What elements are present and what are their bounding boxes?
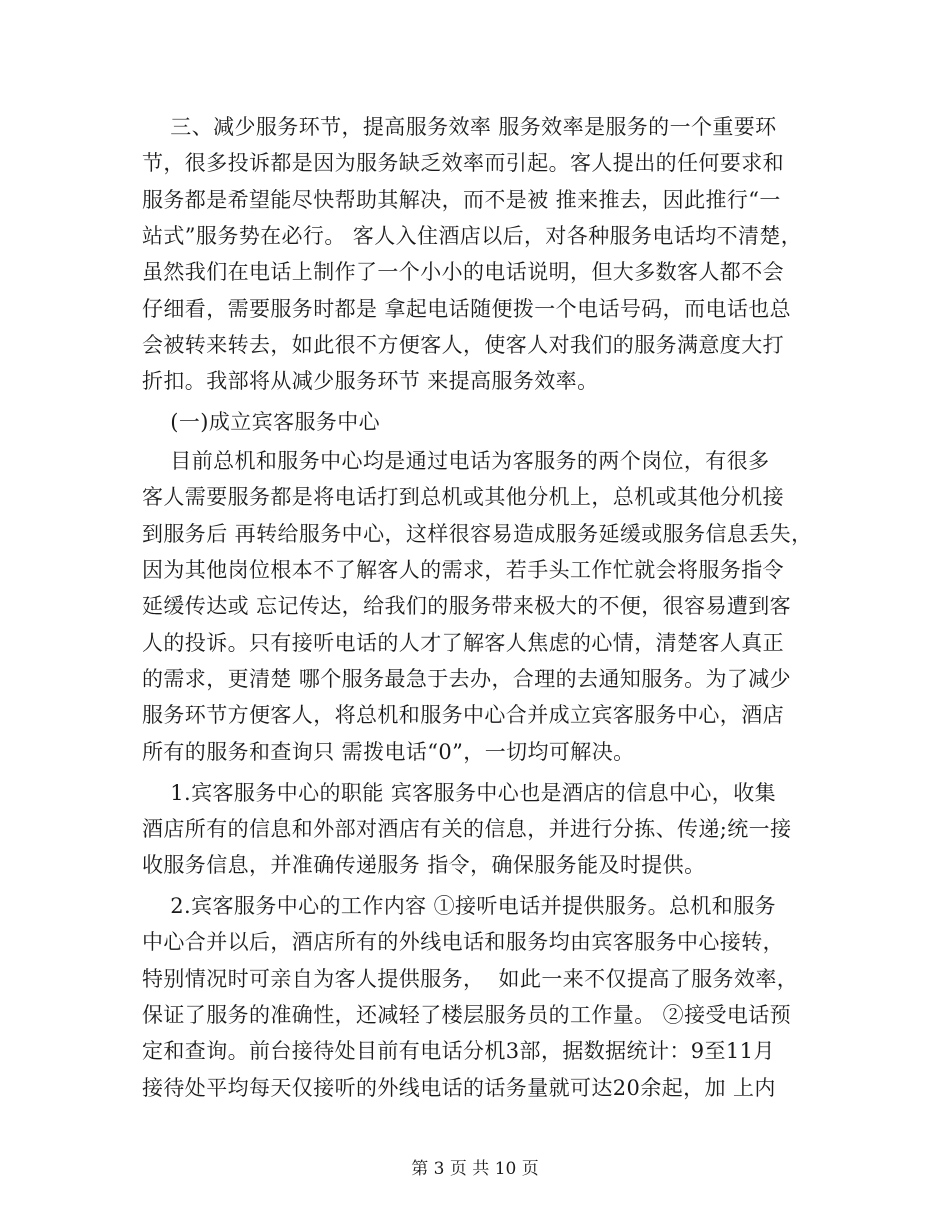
page-number: 第 3 页 共 10 页 bbox=[411, 1159, 539, 1179]
text-line: 折扣。我部将从减少服务环节 来提高服务效率。 bbox=[142, 369, 599, 393]
text-line: 2.宾客服务中心的工作内容 ①接听电话并提供服务。总机和服务 bbox=[142, 894, 777, 918]
text-line: 延缓传达或 忘记传达，给我们的服务带来极大的不便，很容易遭到客 bbox=[142, 594, 792, 618]
text-line: 因为其他岗位根本不了解客人的需求，若手头工作忙就会将服务指令 bbox=[142, 558, 784, 582]
text-line: 站式”服务势在必行。 客人入住酒店以后，对各种服务电话均不清楚， bbox=[142, 224, 803, 248]
text-line: 人的投诉。只有接听电话的人才了解客人焦虑的心情，清楚客人真正 bbox=[142, 631, 784, 655]
text-line: 酒店所有的信息和外部对酒店有关的信息，并进行分拣、传递;统一接 bbox=[142, 817, 792, 841]
text-line: 到服务后 再转给服务中心，这样很容易造成服务延缓或服务信息丢失， bbox=[142, 522, 813, 546]
text-line: 会被转来转去，如此很不方便客人，使客人对我们的服务满意度大打 bbox=[142, 333, 784, 357]
text-line: 中心合并以后，酒店所有的外线电话和服务均由宾客服务中心接转， bbox=[142, 930, 784, 954]
text-line: 收服务信息，并准确传递服务 指令，确保服务能及时提供。 bbox=[142, 853, 706, 877]
text-line: 的需求，更清楚 哪个服务最急于去办，合理的去通知服务。为了减少 bbox=[142, 667, 792, 691]
text-line: 接待处平均每天仅接听的外线电话的话务量就可达20余起，加 上内 bbox=[142, 1076, 776, 1100]
text-line: 服务都是希望能尽快帮助其解决，而不是被 推来推去，因此推行“一 bbox=[142, 188, 781, 212]
text-line: 三、减少服务环节，提高服务效率 服务效率是服务的一个重要环 bbox=[142, 115, 777, 139]
text-line: 目前总机和服务中心均是通过电话为客服务的两个岗位，有很多 bbox=[142, 449, 770, 473]
text-line: 服务环节方便客人，将总机和服务中心合并成立宾客服务中心，酒店 bbox=[142, 703, 784, 727]
text-line: 所有的服务和查询只 需拨电话“0”，一切均可解决。 bbox=[142, 740, 635, 764]
text-line: 客人需要服务都是将电话打到总机或其他分机上，总机或其他分机接 bbox=[142, 485, 784, 509]
text-line: 特别情况时可亲自为客人提供服务， 如此一来不仅提高了服务效率， bbox=[142, 967, 799, 991]
text-line: 节，很多投诉都是因为服务缺乏效率而引起。客人提出的任何要求和 bbox=[142, 151, 784, 175]
section-heading: (一)成立宾客服务中心 bbox=[142, 410, 381, 434]
text-line: 定和查询。前台接待处目前有电话分机3部，据数据统计：9至11月 bbox=[142, 1039, 775, 1063]
text-line: 虽然我们在电话上制作了一个小小的电话说明，但大多数客人都不会 bbox=[142, 260, 784, 284]
text-line: 1.宾客服务中心的职能 宾客服务中心也是酒店的信息中心，收集 bbox=[142, 781, 777, 805]
text-line: 保证了服务的准确性，还减轻了楼层服务员的工作量。 ②接受电话预 bbox=[142, 1003, 792, 1027]
text-line: 仔细看，需要服务时都是 拿起电话随便拨一个电话号码，而电话也总 bbox=[142, 297, 792, 321]
